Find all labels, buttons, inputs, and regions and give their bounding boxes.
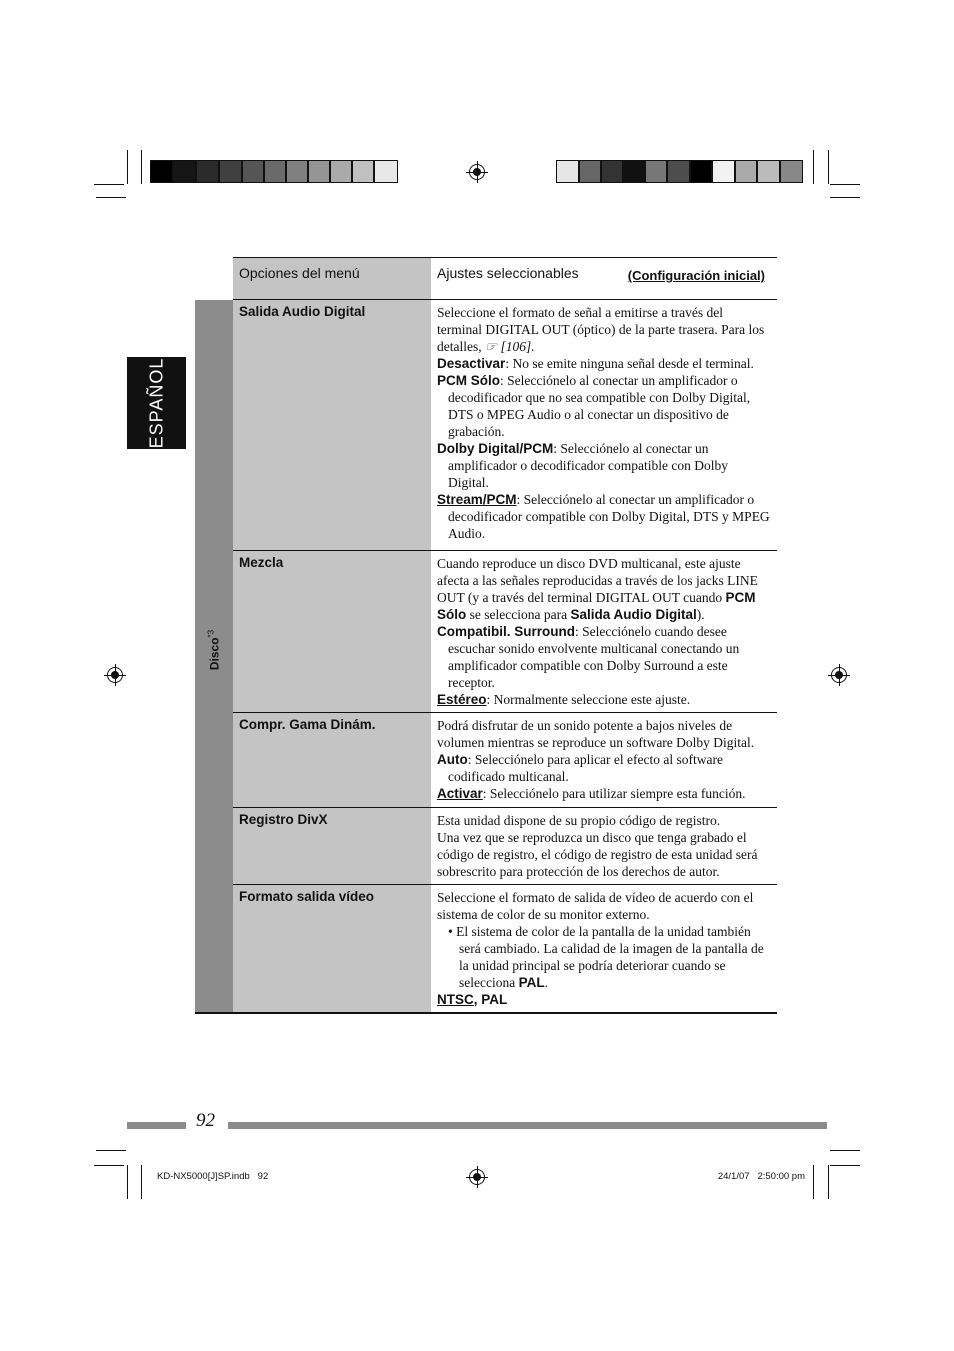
setting-term: PCM Sólo (437, 373, 500, 388)
description-text: se selecciona para (469, 607, 568, 622)
language-tab (127, 357, 186, 449)
page-bar-left (127, 1122, 186, 1129)
option-label: Compr. Gama Dinám. (233, 713, 431, 808)
side-label-footnote: *3 (206, 629, 216, 637)
option-label: Formato salida vídeo (233, 885, 431, 1014)
description-text: Esta unidad dispone de su propio código de registro. (437, 813, 721, 828)
table-row (195, 885, 777, 1014)
option-label: Mezcla (233, 551, 431, 713)
table-row (195, 300, 777, 551)
setting-text: : Selecciónelo al conectar un amplificador o decodificador compatible con Dolby Digital. (448, 441, 729, 490)
description-text: ). (696, 607, 705, 622)
table-row (195, 713, 777, 808)
setting-text: : Selecciónelo para aplicar el efecto al software codificado multicanal. (448, 752, 723, 784)
setting-text: : Selecciónelo al conectar un amplificador o decodificador que no sea compatible con Dolby Digital, DTS o MPEG Audio o al conectar un dispositivo de grabación. (448, 373, 751, 439)
header-settings (431, 258, 777, 300)
setting-term-default: Estéreo (437, 692, 487, 707)
description-text: Seleccione el formato de señal a emitirse a través del terminal DIGITAL OUT (óptico) de la parte trasera. Para los detalles, (437, 305, 765, 354)
description-text: Seleccione el formato de salida de vídeo de acuerdo con el sistema de color de su monitor externo. (437, 890, 754, 922)
table-row (195, 808, 777, 885)
setting-term: Desactivar (437, 356, 506, 371)
registration-mark-icon (107, 667, 123, 683)
side-label-text: Disco (207, 636, 222, 670)
header-settings-label: Ajustes seleccionables (437, 265, 579, 281)
setting-term: PAL (518, 975, 545, 990)
section-title: (Configuración inicial) (627, 268, 765, 283)
option-description (431, 551, 777, 713)
setting-term: Auto (437, 752, 468, 767)
footer-file-info: KD-NX5000[J]SP.indb 92 (157, 1171, 269, 1182)
setting-term-default: Activar (437, 786, 483, 801)
table-row (195, 551, 777, 713)
description-text: Una vez que se reproduzca un disco que tenga grabado el código de registro, el código de registro de esta unidad será sobrescrito para protección de los derechos de autor. (437, 830, 758, 879)
option-label: Salida Audio Digital (233, 300, 431, 551)
settings-table (195, 257, 777, 1014)
setting-term: PCM Sólo (437, 590, 756, 622)
setting-term: Dolby Digital/PCM (437, 441, 554, 456)
setting-term-default: Stream/PCM (437, 492, 517, 507)
header-options: Opciones del menú (233, 258, 431, 300)
page-reference: ☞ [106]. (484, 339, 535, 354)
registration-mark-icon (831, 667, 847, 683)
page-number: 92 (196, 1110, 215, 1131)
bullet-item: • El sistema de color de la pantalla de la unidad también será cambiado. La calidad de la imagen de la pantalla de la unidad principal se podría deteriorar cuando se selecciona PAL. (448, 924, 764, 990)
registration-mark-icon (469, 164, 485, 180)
setting-term: Salida Audio Digital (570, 607, 697, 622)
bullet-text: El sistema de color de la pantalla de la unidad también será cambiado. La calidad de la imagen de la pantalla de la unidad principal se podría deteriorar cuando se selecciona (456, 924, 764, 990)
side-label (207, 629, 222, 669)
setting-text: : No se emite ninguna señal desde el terminal. (505, 356, 754, 371)
option-description (431, 713, 777, 808)
registration-mark-icon (469, 1169, 485, 1185)
option-label: Registro DivX (233, 808, 431, 885)
table-header (195, 258, 777, 300)
setting-text: : Selecciónelo cuando desee escuchar sonido envolvente multicanal conectando un amplificador compatible con Dolby Surround a este receptor. (448, 624, 740, 690)
option-description (431, 885, 777, 1014)
setting-term: PAL (481, 992, 508, 1007)
description-text: Cuando reproduce un disco DVD multicanal, este ajuste afecta a las señales reproducidas a través de los jacks LINE OUT (y a través del terminal DIGITAL OUT cuando (437, 556, 758, 605)
setting-term-default: NTSC (437, 992, 474, 1007)
option-description (431, 808, 777, 885)
setting-text: : Selecciónelo para utilizar siempre esta función. (482, 786, 746, 801)
page-bar-right (228, 1122, 827, 1129)
option-description (431, 300, 777, 551)
setting-term: Compatibil. Surround (437, 624, 575, 639)
side-label-column (195, 300, 233, 1014)
separator: , (473, 992, 482, 1007)
footer-timestamp: 24/1/07 2:50:00 pm (717, 1171, 805, 1182)
setting-text: : Normalmente seleccione este ajuste. (486, 692, 691, 707)
language-tab-label: ESPAÑOL (146, 357, 166, 449)
setting-text: : Selecciónelo al conectar un amplificador o decodificador compatible con Dolby Digital, DTS y MPEG Audio. (448, 492, 770, 541)
description-text: Podrá disfrutar de un sonido potente a bajos niveles de volumen mientras se reproduce un software Dolby Digital. (437, 718, 755, 750)
